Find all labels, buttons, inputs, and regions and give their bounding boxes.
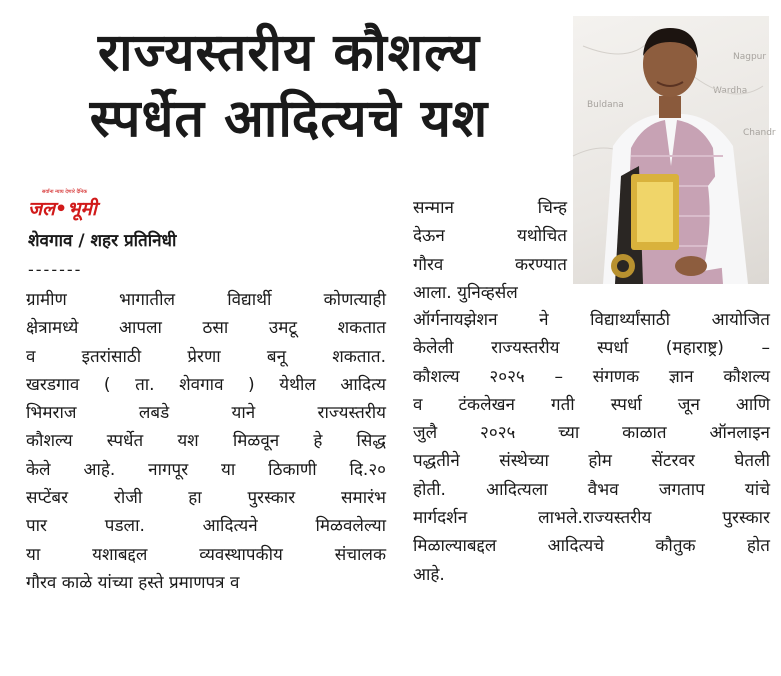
article-text-line: पद्धतीने संस्थेच्या होम सेंटरवर घेतली bbox=[413, 451, 770, 472]
award-photo bbox=[573, 16, 776, 284]
dateline: शेवगाव / शहर प्रतिनिधी bbox=[28, 231, 177, 251]
article-text-line: व इतरांसाठी प्रेरणा बनू शकतात. bbox=[26, 346, 386, 367]
masthead-tagline: सर्वांना न्याय देणारे दैनिक bbox=[42, 189, 88, 195]
article-text-line: आहे. bbox=[413, 564, 445, 585]
newspaper-logo: जल•भूमी bbox=[28, 198, 97, 220]
headline-line-2: स्पर्धेत आदित्यचे यश bbox=[89, 89, 489, 149]
map-label: Wardha bbox=[713, 86, 748, 96]
article-column-2-top bbox=[413, 194, 567, 307]
article-text-line: गौरव काळे यांच्या हस्ते प्रमाणपत्र व bbox=[26, 572, 240, 593]
article-text-line: जुलै २०२५ च्या काळात ऑनलाइन bbox=[413, 423, 770, 444]
article-text-line: गौरव करण्यात bbox=[413, 254, 567, 275]
article-text-line: सप्टेंबर रोजी हा पुरस्कार समारंभ bbox=[26, 488, 386, 509]
map-label: Buldana bbox=[587, 100, 624, 110]
separator: ------- bbox=[28, 260, 83, 279]
article-text-line: मिळाल्याबद्दल आदित्यचे कौतुक होत bbox=[413, 536, 770, 557]
article-text-line: खरडगाव ( ता. शेवगाव ) येथील आदित्य bbox=[26, 374, 386, 395]
article-column-1 bbox=[26, 286, 386, 597]
article-text-line: व टंकलेखन गती स्पर्धा जून आणि bbox=[413, 394, 770, 415]
article-text-line: होती. आदित्यला वैभव जगताप यांचे bbox=[413, 479, 770, 500]
article-text-line: मार्गदर्शन लाभले.राज्यस्तरीय पुरस्कार bbox=[413, 508, 770, 529]
headline bbox=[14, 20, 564, 152]
person-with-trophy-illustration bbox=[573, 16, 769, 284]
article-text-line: केलेली राज्यस्तरीय स्पर्धा (महाराष्ट्र) – bbox=[413, 338, 770, 359]
map-label: Chandr bbox=[743, 128, 776, 138]
article-text-line: सन्मान चिन्ह bbox=[413, 198, 567, 218]
article-text-line: केले आहे. नागपूर या ठिकाणी दि.२० bbox=[26, 459, 386, 480]
article-text-line: कौशल्य २०२५ – संगणक ज्ञान कौशल्य bbox=[413, 366, 770, 387]
article-text-line: भिमराज लबडे याने राज्यस्तरीय bbox=[26, 403, 386, 424]
article-text-line: देऊन यथोचित bbox=[413, 226, 567, 247]
newspaper-masthead bbox=[28, 189, 97, 221]
article-text-line: कौशल्य स्पर्धेत यश मिळवून हे सिद्ध bbox=[26, 431, 386, 452]
headline-line-1: राज्यस्तरीय कौशल्य bbox=[97, 23, 481, 83]
article-text-line: आला. युनिव्हर्सल bbox=[413, 282, 518, 303]
article-text-line: पार पडला. आदित्यने मिळवलेल्या bbox=[26, 516, 386, 537]
article-text-line: ऑर्गनायझेशन ने विद्यार्थ्यांसाठी आयोजित bbox=[413, 310, 770, 330]
article-text-line: या यशाबद्दल व्यवस्थापकीय संचालक bbox=[26, 544, 386, 565]
article-text-line: ग्रामीण भागातील विद्यार्थी कोणत्याही bbox=[26, 290, 386, 310]
article-text-line: क्षेत्रामध्ये आपला ठसा उमटू शकतात bbox=[26, 318, 386, 339]
article-column-2 bbox=[413, 306, 770, 589]
map-label: Nagpur bbox=[733, 52, 767, 62]
